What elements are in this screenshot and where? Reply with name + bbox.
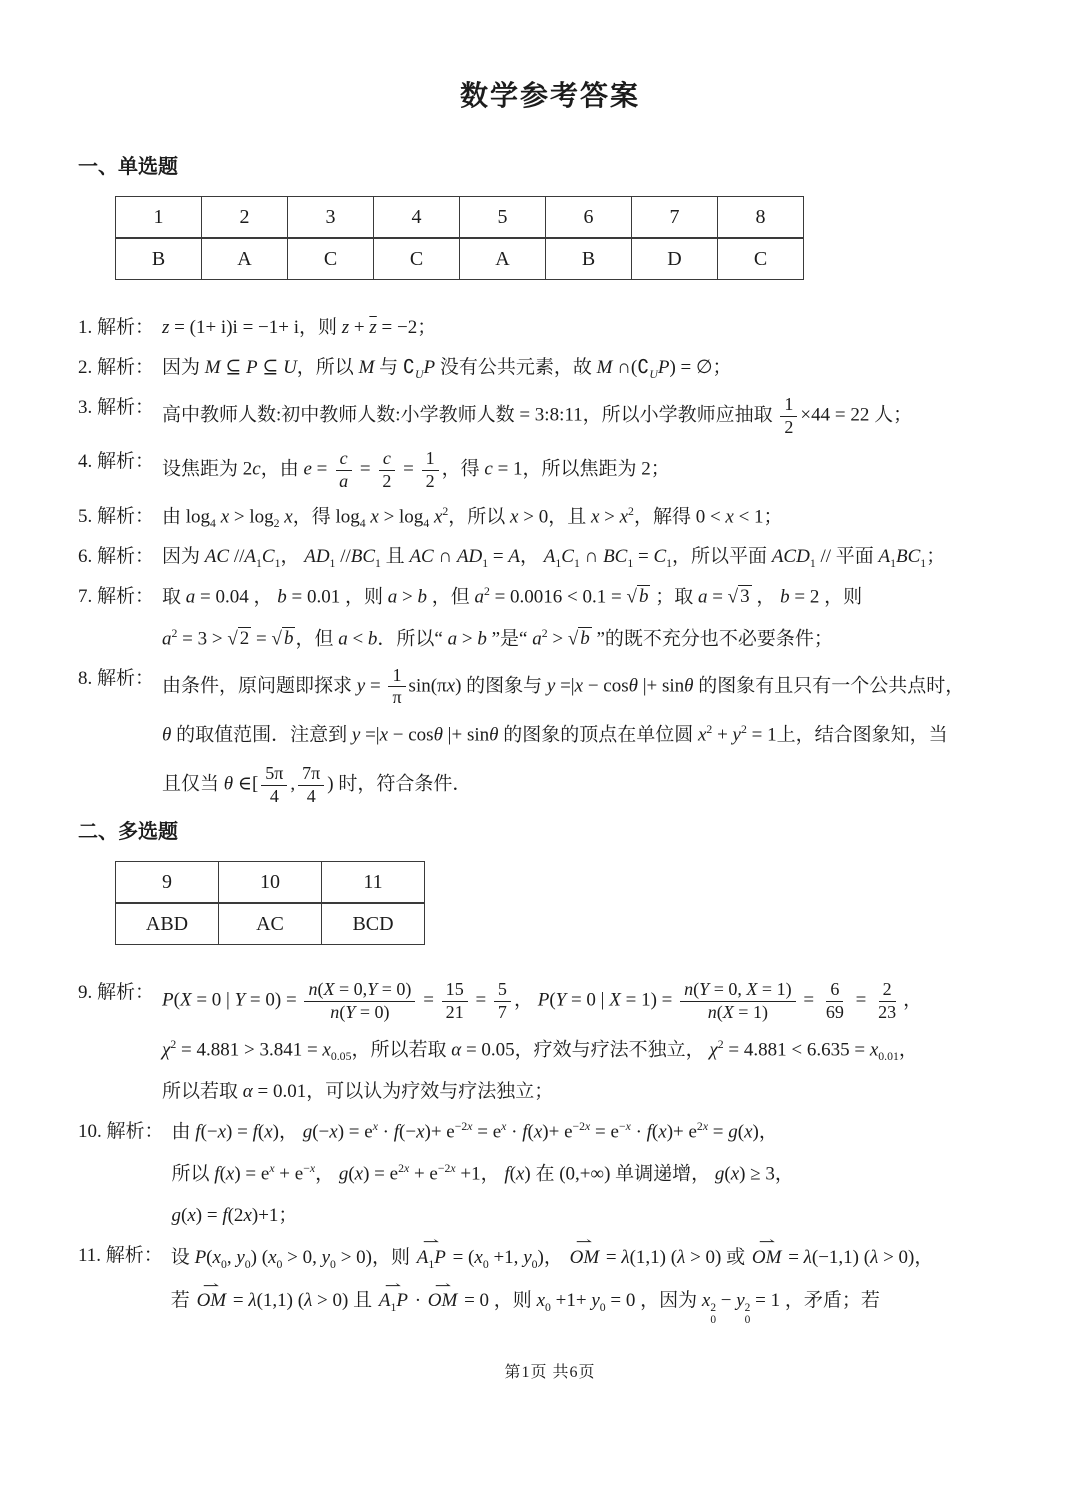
item-number-label: 10. 解析：	[78, 1120, 164, 1142]
answer-cell: AC	[219, 903, 322, 945]
answer-cell: C	[288, 238, 374, 280]
page-footer: 第1页 共6页	[504, 1364, 596, 1382]
answer-cell: BCD	[322, 903, 425, 945]
page-title: 数学参考答案	[459, 81, 640, 112]
explanation-line: 且仅当 θ ∈[ $\frac{5\pi}{4}$ , $\frac{7\pi}{4}$ ) 时，符合条件．	[162, 762, 472, 806]
explanation-line: 取 a = 0.04 ， b = 0.01 ，则 a > b ，但 $a^2 = 0.0016 < 0.1$ = √ b ；取 a = √ 3 ， b = 2 ，则	[162, 584, 863, 607]
item-number-label: 1. 解析：	[78, 317, 155, 338]
explanation-line: 因为 AC $//A_1C_1$， $AD_1$ $//BC_1$ 且 AC ∩ $AD_1 = A$， $A_1C_1$ ∩ $BC_1 = C_1$，所以平面 $ACD_1$ // 平面 $A_1BC_1$；	[162, 545, 946, 570]
answer-cell: C	[718, 238, 804, 280]
single-choice-answer-table	[115, 196, 804, 280]
explanation-line: 由 f(−x) = f(x)， $g(-x) = e^x \cdot f(-x)+ e^{-2x} = e^x \cdot f(x)+ e^{-2x} = e^{-x} \cdot f(x)+ e^{2x} = g(x)$，	[171, 1119, 778, 1142]
explanation-line: 由 $\log_4 x > \log_2 x$，得 $\log_4 x > \log_4 x^2$，所以 x > 0，且 $x > x^2$，解得 0 < x < 1；	[162, 504, 783, 530]
table-row-answers	[116, 238, 804, 280]
explanation-line: $\chi^2 = 4.881 > 3.841 = x_{0.05}$，所以若取 α = 0.05，疗效与疗法不独立， $\chi^2 = 4.881 < 6.635 = x_{0.01}$，	[162, 1037, 918, 1063]
question-number-cell: 8	[718, 197, 804, 239]
answer-cell: B	[116, 238, 202, 280]
explanation-item-3	[78, 394, 1022, 438]
question-number-cell: 11	[322, 862, 425, 904]
explanation-item-8	[78, 665, 1022, 808]
question-number-cell: 4	[374, 197, 460, 239]
explanation-line: 设焦距为 2c，由 e = $\frac{c}{a}$ = $\frac{c}{2}$ = $\frac{1}{2}$ ，得 c = 1，所以焦距为 2；	[162, 448, 670, 491]
item-number-label: 3. 解析：	[78, 397, 155, 418]
question-number-cell: 6	[546, 197, 632, 239]
explanation-item-11	[78, 1242, 1022, 1328]
explanation-line: 因为 M ⊆ P ⊆ U，所以 M 与 $∁_UP$ 没有公共元素，故 M $\cap(∁_UP)$ = ∅；	[162, 357, 732, 381]
question-number-cell: 10	[219, 862, 322, 904]
answer-cell: A	[460, 238, 546, 280]
question-number-cell: 3	[288, 197, 374, 239]
explanation-item-7	[78, 583, 1022, 655]
explanation-line: P(X = 0 | Y = 0) = $\frac{n(X = 0,Y = 0)}{n(Y = 0)}$ = $\frac{15}{21}$ = $\frac{5}{7}$ ， P(Y = 0 | X = 1) = $\frac{n(Y = 0, X = 1)}{n(X = 1)}$ = $\frac{6}{69}$ = $\frac{2}{23}$ ，	[162, 979, 923, 1022]
section-heading-multi-choice: 二、多选题	[78, 821, 178, 844]
question-number-cell: 5	[460, 197, 546, 239]
item-number-label: 8. 解析：	[78, 667, 155, 689]
table-row-answers	[116, 903, 425, 945]
explanation-line: 所以若取 α = 0.01，可以认为疗效与疗法独立；	[162, 1080, 554, 1102]
answer-cell: B	[546, 238, 632, 280]
explanation-item-2	[78, 354, 1022, 384]
answer-cell: D	[632, 238, 718, 280]
item-number-label: 7. 解析：	[78, 585, 155, 607]
item-number-label: 2. 解析：	[78, 357, 155, 378]
explanation-line: θ 的取值范围．注意到 y =|x − cosθ |+ sinθ 的图象的顶点在单位圆 $x^2 + y^2 = 1$上，结合图象知，当	[162, 722, 948, 746]
answer-cell: C	[374, 238, 460, 280]
question-number-cell: 1	[116, 197, 202, 239]
explanation-line: z = (1+ i)i = −1+ i，则 $z + \overline{z} = -2$；	[162, 317, 437, 338]
explanation-item-4	[78, 448, 1022, 492]
explanation-item-6	[78, 543, 1022, 573]
explanation-line: 所以 $f(x) = e^x + e^{-x}$， $g(x) = e^{2x} + e^{-2x} +1$， f(x) 在 (0,+∞) 单调递增， g(x) ≥ 3，	[171, 1161, 794, 1184]
answer-cell: A	[202, 238, 288, 280]
item-number-label: 11. 解析：	[78, 1244, 163, 1266]
table-row-question-numbers	[116, 197, 804, 239]
item-number-label: 4. 解析：	[78, 451, 155, 473]
answer-cell: ABD	[116, 903, 219, 945]
explanation-line: g(x) = f(2x)+1；	[171, 1204, 298, 1226]
explanation-line: 高中教师人数:初中教师人数:小学教师人数 = 3:8:11，所以小学教师应抽取 $\frac{1}{2}$ ×44 = 22 人；	[162, 394, 913, 437]
explanation-item-5	[78, 503, 1022, 533]
explanation-item-9	[78, 979, 1022, 1107]
item-number-label: 9. 解析：	[78, 982, 155, 1004]
explanation-line: 由条件，原问题即探求 y = $\frac{1}{\pi}$ sin(πx) 的图象与 y =|x − cosθ |+ sinθ 的图象有且只有一个公共点时，	[162, 664, 965, 708]
question-number-cell: 7	[632, 197, 718, 239]
explanation-line: 设 $P(x_0$, $y_0$) ($x_0 > 0$, $y_0 > 0$)，则 ⇀ $A_1P = (x_0 +1$, $y_0$)， ⇀ OM = λ(1,1) (λ > 0) 或 ⇀ OM = λ(−1,1) (λ > 0)，	[171, 1242, 1022, 1273]
explanation-item-10	[78, 1118, 1022, 1232]
explanation-line: 若 ⇀ OM = λ(1,1) (λ > 0) 且 ⇀ $A_1P$ · ⇀ OM = 0 ，则 $x_0 +1+ y_0 = 0$ ，因为 x 2 0 − y 2 0 = 1 ，矛盾；若	[171, 1285, 1022, 1327]
question-number-cell: 9	[116, 862, 219, 904]
table-row-question-numbers	[116, 862, 425, 904]
multi-choice-answer-table	[115, 861, 425, 945]
question-number-cell: 2	[202, 197, 288, 239]
explanation-line: $a^2 = 3$ > √ 2 = √ b ，但 a < b．所以“ a > b ”是“ $a^2$ > √ b ”的既不充分也不必要条件；	[162, 626, 833, 649]
explanation-item-1	[78, 314, 1022, 344]
section-heading-single-choice: 一、单选题	[78, 156, 178, 178]
item-number-label: 5. 解析：	[78, 505, 155, 527]
item-number-label: 6. 解析：	[78, 545, 155, 567]
